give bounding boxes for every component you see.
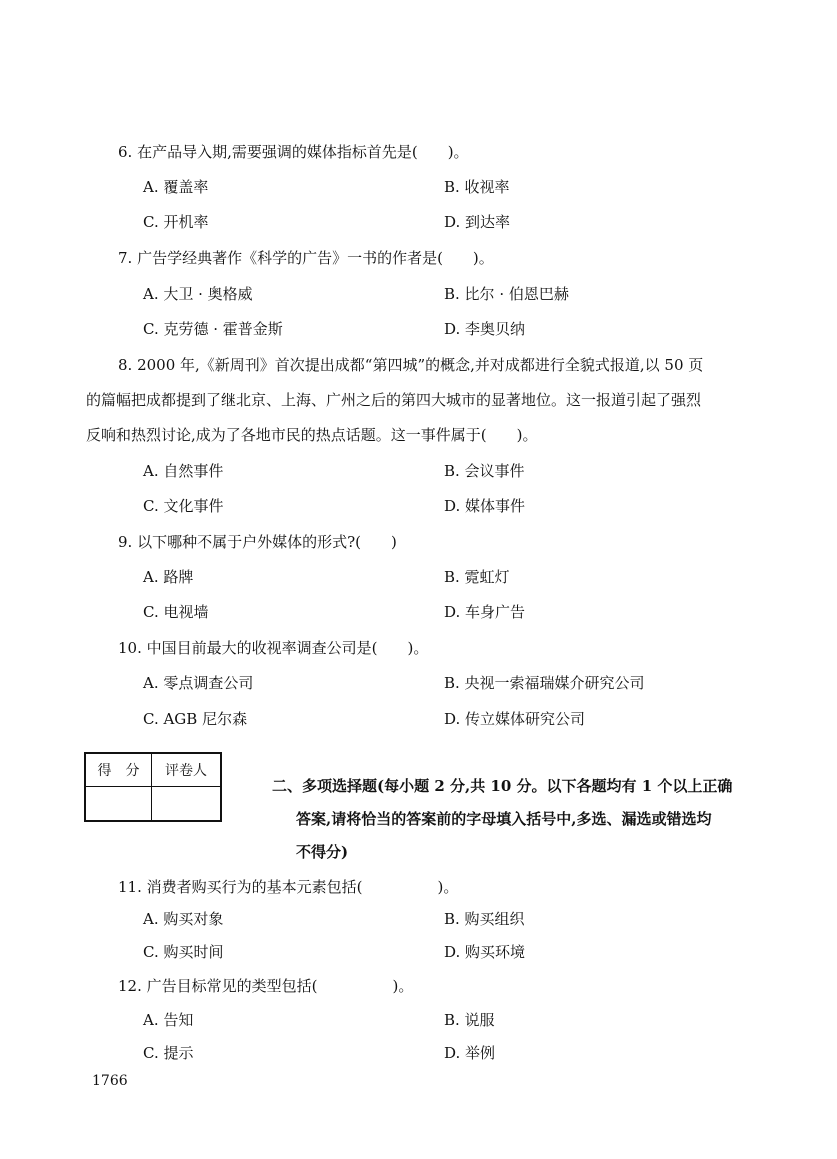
question-9-option-a: A. 路牌 <box>143 568 194 586</box>
question-8-stem-line2: 的篇幅把成都提到了继北京、上海、广州之后的第四大城市的显著地位。这一报道引起了强烈 <box>86 391 702 409</box>
grader-header: 评卷人 <box>152 753 222 787</box>
question-11-option-c: C. 购买时间 <box>143 943 224 961</box>
question-8-stem-line1: 8. 2000 年,《新周刊》首次提出成都“第四城”的概念,并对成都进行全貌式报道,以 50 页 <box>118 356 704 374</box>
question-9-option-c: C. 电视墙 <box>143 603 209 621</box>
question-10-stem: 10. 中国目前最大的收视率调查公司是( )。 <box>118 639 429 657</box>
question-7-stem: 7. 广告学经典著作《科学的广告》一书的作者是( )。 <box>118 249 494 267</box>
question-9-option-b: B. 霓虹灯 <box>444 568 510 586</box>
question-10-option-c: C. AGB 尼尔森 <box>143 710 248 728</box>
section-2-title-line3: 不得分) <box>296 843 349 861</box>
question-7-option-b: B. 比尔 · 伯恩巴赫 <box>444 285 569 303</box>
question-12-option-a: A. 告知 <box>143 1011 194 1029</box>
question-8-option-a: A. 自然事件 <box>143 462 224 480</box>
question-12-stem: 12. 广告目标常见的类型包括( )。 <box>118 977 414 995</box>
question-8-option-b: B. 会议事件 <box>444 462 525 480</box>
score-header: 得 分 <box>85 753 152 787</box>
question-12-option-c: C. 提示 <box>143 1044 194 1062</box>
question-10-option-a: A. 零点调查公司 <box>143 674 254 692</box>
question-11-option-a: A. 购买对象 <box>143 910 224 928</box>
question-6-option-d: D. 到达率 <box>444 213 511 231</box>
question-9-stem: 9. 以下哪种不属于户外媒体的形式?( ) <box>118 533 397 551</box>
question-11-option-b: B. 购买组织 <box>444 910 525 928</box>
question-11-option-d: D. 购买环境 <box>444 943 526 961</box>
page-code: 1766 <box>92 1073 128 1089</box>
section-2-title-line2: 答案,请将恰当的答案前的字母填入括号中,多选、漏选或错选均 <box>296 810 712 828</box>
question-8-option-c: C. 文化事件 <box>143 497 224 515</box>
grader-cell <box>152 787 222 822</box>
question-10-option-b: B. 央视一索福瑞媒介研究公司 <box>444 674 645 692</box>
question-8-stem-line3: 反响和热烈讨论,成为了各地市民的热点话题。这一事件属于( )。 <box>86 426 538 444</box>
question-6-option-c: C. 开机率 <box>143 213 209 231</box>
question-6-stem: 6. 在产品导入期,需要强调的媒体指标首先是( )。 <box>118 143 469 161</box>
score-cell <box>85 787 152 822</box>
question-6-option-a: A. 覆盖率 <box>143 178 209 196</box>
question-7-option-d: D. 李奥贝纳 <box>444 320 526 338</box>
question-12-option-b: B. 说服 <box>444 1011 495 1029</box>
question-7-option-c: C. 克劳德 · 霍普金斯 <box>143 320 283 338</box>
question-6-option-b: B. 收视率 <box>444 178 510 196</box>
section-2-title-line1: 二、多项选择题(每小题 2 分,共 10 分。以下各题均有 1 个以上正确 <box>272 777 733 795</box>
score-table <box>84 752 222 822</box>
question-9-option-d: D. 车身广告 <box>444 603 526 621</box>
question-8-option-d: D. 媒体事件 <box>444 497 526 515</box>
question-12-option-d: D. 举例 <box>444 1044 496 1062</box>
question-7-option-a: A. 大卫 · 奥格威 <box>143 285 253 303</box>
question-11-stem: 11. 消费者购买行为的基本元素包括( )。 <box>118 878 459 896</box>
question-10-option-d: D. 传立媒体研究公司 <box>444 710 586 728</box>
